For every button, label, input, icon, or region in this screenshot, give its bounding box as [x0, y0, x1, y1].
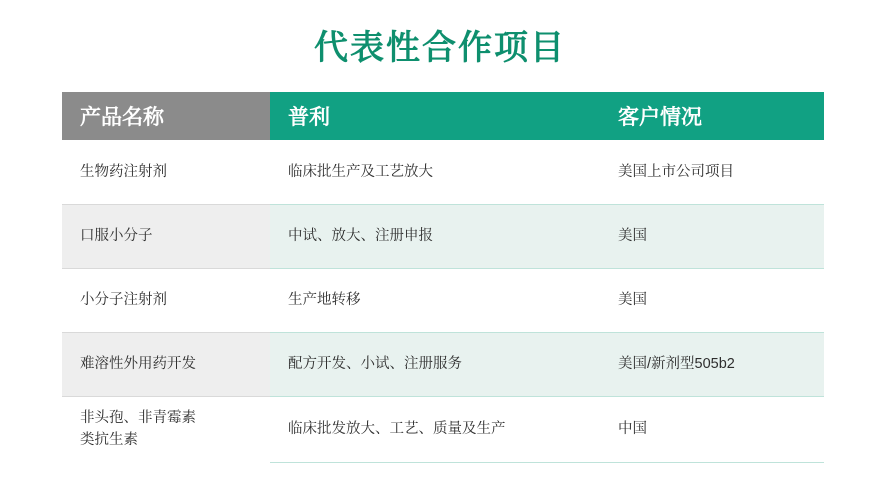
page-title: 代表性合作项目	[314, 30, 566, 67]
column-header-service: 普利	[270, 92, 600, 140]
cell-client: 美国	[600, 268, 824, 332]
cell-service: 临床批发放大、工艺、质量及生产	[270, 396, 600, 462]
cell-client: 美国上市公司项目	[600, 140, 824, 204]
cell-client: 中国	[600, 396, 824, 462]
cell-product-name: 口服小分子	[62, 204, 270, 268]
table-header-row	[62, 92, 824, 140]
cell-client: 美国/新剂型505b2	[600, 332, 824, 396]
cell-service: 中试、放大、注册申报	[270, 204, 600, 268]
column-header-product-name: 产品名称	[62, 92, 270, 140]
cell-service: 生产地转移	[270, 268, 600, 332]
cell-product-name: 生物药注射剂	[62, 140, 270, 204]
cell-product-name	[62, 396, 270, 462]
cell-product-name: 难溶性外用药开发	[62, 332, 270, 396]
table-row	[62, 204, 824, 268]
cell-product-name: 小分子注射剂	[62, 268, 270, 332]
table-body	[62, 140, 824, 462]
cell-product-name-line2: 类抗生素	[80, 432, 138, 449]
table-row	[62, 332, 824, 396]
cell-service: 配方开发、小试、注册服务	[270, 332, 600, 396]
cell-client: 美国	[600, 204, 824, 268]
table-header	[62, 92, 824, 140]
cell-service: 临床批生产及工艺放大	[270, 140, 600, 204]
table-row	[62, 396, 824, 462]
cooperation-projects-table-container	[62, 92, 824, 463]
table-row	[62, 140, 824, 204]
cooperation-projects-table	[62, 92, 824, 463]
cell-product-name-line1: 非头孢、非青霉素	[80, 409, 196, 426]
column-header-client: 客户情况	[600, 92, 824, 140]
table-row	[62, 268, 824, 332]
